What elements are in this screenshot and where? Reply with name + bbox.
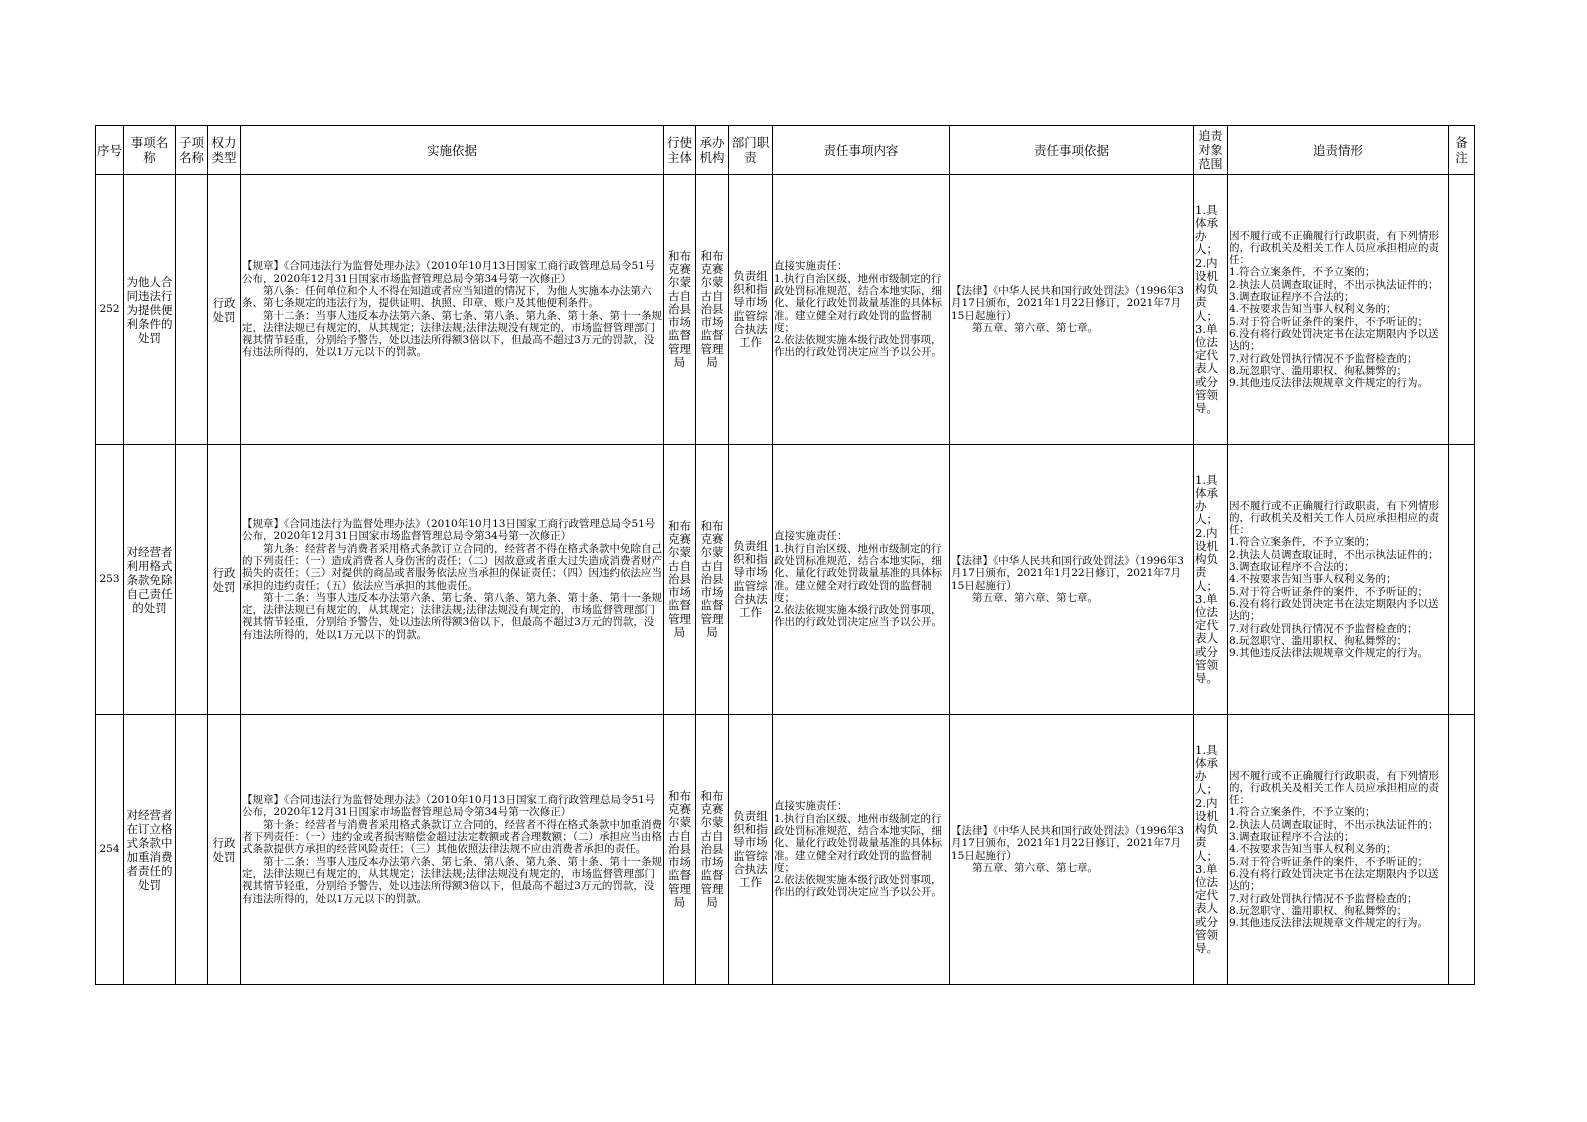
- scope-item: 2.内设机构负责人；: [1195, 795, 1218, 863]
- row-subject: 和布克赛尔蒙古自治县市场监督管理局: [664, 445, 696, 715]
- cases-item: 8.玩忽职守、滥用职权、徇私舞弊的；: [1229, 364, 1408, 377]
- resp-basis-law: 【法律】《中华人民共和国行政处罚法》（1996年3月17日颁布，2021年1月22日修订，2021年7月15日起施行）: [951, 554, 1184, 592]
- header-resp-content: 责任事项内容: [773, 126, 950, 175]
- basis-article: 第八条：任何单位和个人不得在知道或者应当知道的情况下，为他人实施本办法第六条、第七条规定的违法行为，提供证明、执照、印章、账户及其他便利条件。: [242, 284, 652, 310]
- row-item-name: 对经营者利用格式条款免除自己责任的处罚: [124, 445, 176, 715]
- basis-source: 【规章】《合同违法行为监督处理办法》（2010年10月13日国家工商行政管理总局令51号公布，2020年12月31日国家市场监督管理总局令第34号第一次修正）: [242, 794, 656, 819]
- row-remark: [1449, 715, 1475, 985]
- row-power-type: 行政处罚: [208, 715, 241, 985]
- resp-content-item: 1.执行自治区级、地州市级制定的行政处罚标准规范，结合本地实际，细化、量化行政处罚裁量基准的具体标准。建立健全对行政处罚的监督制度；: [774, 812, 942, 874]
- scope-item: 1.具体承办人；: [1195, 202, 1218, 257]
- cases-item: 6.没有将行政处罚决定书在法定期限内予以送达的；: [1229, 327, 1439, 353]
- cases-item: 7.对行政处罚执行情况不予监督检查的；: [1229, 892, 1418, 905]
- scope-item: 2.内设机构负责人；: [1195, 525, 1218, 593]
- header-accountable-scope: 追责对象范围: [1194, 126, 1228, 175]
- resp-content-item: 2.依法依规实施本级行政处罚事项，作出的行政处罚决定应当予以公开。: [774, 334, 942, 359]
- cases-item: 1.符合立案条件，不予立案的；: [1229, 266, 1376, 279]
- row-power-type: 行政处罚: [208, 445, 241, 715]
- row-sub-name: [176, 445, 208, 715]
- scope-item: 1.具体承办人；: [1195, 742, 1218, 797]
- header-accountable-cases: 追责情形: [1228, 126, 1449, 175]
- cases-item: 5.对于符合听证条件的案件，不予听证的；: [1229, 315, 1429, 328]
- row-accountable-cases: [1228, 445, 1449, 715]
- row-sub-name: [176, 175, 208, 445]
- cases-item: 1.符合立案条件，不予立案的；: [1229, 806, 1376, 819]
- row-remark: [1449, 175, 1475, 445]
- header-power-type: 权力类型: [208, 126, 241, 175]
- header-basis: 实施依据: [241, 126, 664, 175]
- table-row: [96, 715, 1475, 985]
- responsibility-table-sheet: [95, 125, 1475, 985]
- basis-penalty-article: 第十二条：当事人违反本办法第六条、第七条、第八条、第九条、第十条、第十一条规定，法律法规已有规定的，从其规定；法律法规;法律法规没有规定的，市场监督管理部门视其情节轻重，分别给予警告，处以违法所得额3倍以下，但最高不超过3万元的罚款，没有违法所得的，处以1万元以下的罚款。: [242, 591, 662, 641]
- cases-item: 3.调查取证程序不合法的；: [1229, 831, 1355, 844]
- cases-item: 9.其他违反法律法规规章文件规定的行为。: [1229, 647, 1429, 660]
- row-resp-basis: [950, 445, 1194, 715]
- scope-item: 3.单位法定代表人或分管领导。: [1195, 861, 1218, 955]
- resp-content-item: 1.执行自治区级、地州市级制定的行政处罚标准规范，结合本地实际，细化、量化行政处罚裁量基准的具体标准。建立健全对行政处罚的监督制度；: [774, 272, 942, 334]
- row-basis: [241, 445, 664, 715]
- basis-article: 第十条：经营者与消费者采用格式条款订立合同的，经营者不得在格式条款中加重消费者下列责任：（一）违约金或者损害赔偿金超过法定数额或者合理数额；（二）承担应当由格式条款提供方承担的经营风险责任；（三）其他依照法律法规不应由消费者承担的责任。: [242, 818, 662, 856]
- cases-item: 2.执法人员调查取证时，不出示执法证件的；: [1229, 548, 1439, 561]
- cases-item: 8.玩忽职守、滥用职权、徇私舞弊的；: [1229, 904, 1408, 917]
- row-handler: 和布克赛尔蒙古自治县市场监督管理局: [696, 175, 729, 445]
- basis-source: 【规章】《合同违法行为监督处理办法》（2010年10月13日国家工商行政管理总局令51号公布，2020年12月31日国家市场监督管理总局令第34号第一次修正）: [242, 260, 656, 285]
- resp-basis-chapters: 第五章、第六章、第七章。: [972, 861, 1098, 874]
- row-accountable-scope: [1194, 175, 1228, 445]
- cases-item: 1.符合立案条件，不予立案的；: [1229, 536, 1376, 549]
- cases-item: 7.对行政处罚执行情况不予监督检查的；: [1229, 622, 1418, 635]
- resp-content-title: 直接实施责任：: [774, 530, 848, 543]
- row-sub-name: [176, 715, 208, 985]
- row-subject: 和布克赛尔蒙古自治县市场监督管理局: [664, 715, 696, 985]
- resp-content-item: 1.执行自治区级、地州市级制定的行政处罚标准规范，结合本地实际，细化、量化行政处罚裁量基准的具体标准。建立健全对行政处罚的监督制度；: [774, 542, 942, 604]
- cases-item: 6.没有将行政处罚决定书在法定期限内予以送达的；: [1229, 867, 1439, 893]
- cases-item: 2.执法人员调查取证时，不出示执法证件的；: [1229, 818, 1439, 831]
- row-subject: 和布克赛尔蒙古自治县市场监督管理局: [664, 175, 696, 445]
- header-remark: 备注: [1449, 126, 1475, 175]
- resp-content-item: 2.依法依规实施本级行政处罚事项，作出的行政处罚决定应当予以公开。: [774, 874, 942, 899]
- row-basis: [241, 175, 664, 445]
- row-item-name: 为他人合同违法行为提供便利条件的处罚: [124, 175, 176, 445]
- resp-content-title: 直接实施责任：: [774, 800, 848, 813]
- row-power-type: 行政处罚: [208, 175, 241, 445]
- row-resp-basis: [950, 175, 1194, 445]
- table-row: [96, 445, 1475, 715]
- resp-basis-law: 【法律】《中华人民共和国行政处罚法》（1996年3月17日颁布，2021年1月22日修订，2021年7月15日起施行）: [951, 284, 1184, 322]
- resp-content-item: 2.依法依规实施本级行政处罚事项，作出的行政处罚决定应当予以公开。: [774, 604, 942, 629]
- basis-penalty-article: 第十二条：当事人违反本办法第六条、第七条、第八条、第九条、第十条、第十一条规定，法律法规已有规定的，从其规定；法律法规;法律法规没有规定的，市场监督管理部门视其情节轻重，分别给予警告，处以违法所得额3倍以下，但最高不超过3万元的罚款，没有违法所得的，处以1万元以下的罚款。: [242, 309, 662, 359]
- cases-item: 8.玩忽职守、滥用职权、徇私舞弊的；: [1229, 634, 1408, 647]
- cases-item: 7.对行政处罚执行情况不予监督检查的；: [1229, 352, 1418, 365]
- cases-item: 3.调查取证程序不合法的；: [1229, 561, 1355, 574]
- cases-item: 5.对于符合听证条件的案件，不予听证的；: [1229, 585, 1429, 598]
- row-dept-duty: 负责组织和指导市场监管综合执法工作: [729, 715, 773, 985]
- cases-item: 4.不按要求告知当事人权利义务的；: [1229, 303, 1397, 316]
- row-resp-basis: [950, 715, 1194, 985]
- power-responsibility-table: [95, 125, 1475, 985]
- cases-intro: 因不履行或不正确履行行政职责，有下列情形的，行政机关及相关工作人员应承担相应的责任：: [1229, 769, 1439, 807]
- scope-item: 1.具体承办人；: [1195, 472, 1218, 527]
- header-dept-duty: 部门职责: [729, 126, 773, 175]
- header-resp-basis: 责任事项依据: [950, 126, 1194, 175]
- row-accountable-cases: [1228, 175, 1449, 445]
- header-handler: 承办机构: [696, 126, 729, 175]
- resp-basis-chapters: 第五章、第六章、第七章。: [972, 591, 1098, 604]
- row-handler: 和布克赛尔蒙古自治县市场监督管理局: [696, 715, 729, 985]
- header-item-name: 事项名称: [124, 126, 176, 175]
- row-basis: [241, 715, 664, 985]
- header-sub-name: 子项名称: [176, 126, 208, 175]
- scope-item: 2.内设机构负责人；: [1195, 255, 1218, 323]
- scope-item: 3.单位法定代表人或分管领导。: [1195, 591, 1218, 685]
- basis-source: 【规章】《合同违法行为监督处理办法》（2010年10月13日国家工商行政管理总局令51号公布，2020年12月31日国家市场监督管理总局令第34号第一次修正）: [242, 518, 656, 543]
- row-dept-duty: 负责组织和指导市场监管综合执法工作: [729, 175, 773, 445]
- row-seq: 252: [96, 175, 124, 445]
- table-row: [96, 175, 1475, 445]
- header-row: [96, 126, 1475, 175]
- row-resp-content: [773, 175, 950, 445]
- basis-penalty-article: 第十二条：当事人违反本办法第六条、第七条、第八条、第九条、第十条、第十一条规定，法律法规已有规定的，从其规定；法律法规;法律法规没有规定的，市场监督管理部门视其情节轻重，分别给予警告，处以违法所得额3倍以下，但最高不超过3万元的罚款，没有违法所得的，处以1万元以下的罚款。: [242, 855, 662, 905]
- cases-item: 5.对于符合听证条件的案件，不予听证的；: [1229, 855, 1429, 868]
- row-seq: 254: [96, 715, 124, 985]
- row-resp-content: [773, 715, 950, 985]
- cases-item: 4.不按要求告知当事人权利义务的；: [1229, 573, 1397, 586]
- row-accountable-scope: [1194, 715, 1228, 985]
- cases-item: 9.其他违反法律法规规章文件规定的行为。: [1229, 917, 1429, 930]
- row-accountable-cases: [1228, 715, 1449, 985]
- header-seq: 序号: [96, 126, 124, 175]
- row-remark: [1449, 445, 1475, 715]
- row-handler: 和布克赛尔蒙古自治县市场监督管理局: [696, 445, 729, 715]
- cases-intro: 因不履行或不正确履行行政职责，有下列情形的，行政机关及相关工作人员应承担相应的责任：: [1229, 229, 1439, 267]
- basis-article: 第九条：经营者与消费者采用格式条款订立合同的，经营者不得在格式条款中免除自己的下列责任：（一）造成消费者人身伤害的责任；（二）因故意或者重大过失造成消费者财产损失的责任；（三）对提供的商品或者服务依法应当承担的保证责任；（四）因违约依法应当承担的违约责任；（五）依法应当承担的其他责任。: [242, 542, 662, 592]
- resp-content-title: 直接实施责任：: [774, 260, 848, 273]
- scope-item: 3.单位法定代表人或分管领导。: [1195, 321, 1218, 415]
- header-subject: 行使主体: [664, 126, 696, 175]
- cases-item: 2.执法人员调查取证时，不出示执法证件的；: [1229, 278, 1439, 291]
- cases-item: 3.调查取证程序不合法的；: [1229, 291, 1355, 304]
- row-resp-content: [773, 445, 950, 715]
- row-dept-duty: 负责组织和指导市场监管综合执法工作: [729, 445, 773, 715]
- row-item-name: 对经营者在订立格式条款中加重消费者责任的处罚: [124, 715, 176, 985]
- row-accountable-scope: [1194, 445, 1228, 715]
- cases-item: 9.其他违反法律法规规章文件规定的行为。: [1229, 377, 1429, 390]
- resp-basis-chapters: 第五章、第六章、第七章。: [972, 321, 1098, 334]
- row-seq: 253: [96, 445, 124, 715]
- cases-item: 6.没有将行政处罚决定书在法定期限内予以送达的；: [1229, 597, 1439, 623]
- cases-item: 4.不按要求告知当事人权利义务的；: [1229, 843, 1397, 856]
- cases-intro: 因不履行或不正确履行行政职责，有下列情形的，行政机关及相关工作人员应承担相应的责任：: [1229, 499, 1439, 537]
- resp-basis-law: 【法律】《中华人民共和国行政处罚法》（1996年3月17日颁布，2021年1月22日修订，2021年7月15日起施行）: [951, 824, 1184, 862]
